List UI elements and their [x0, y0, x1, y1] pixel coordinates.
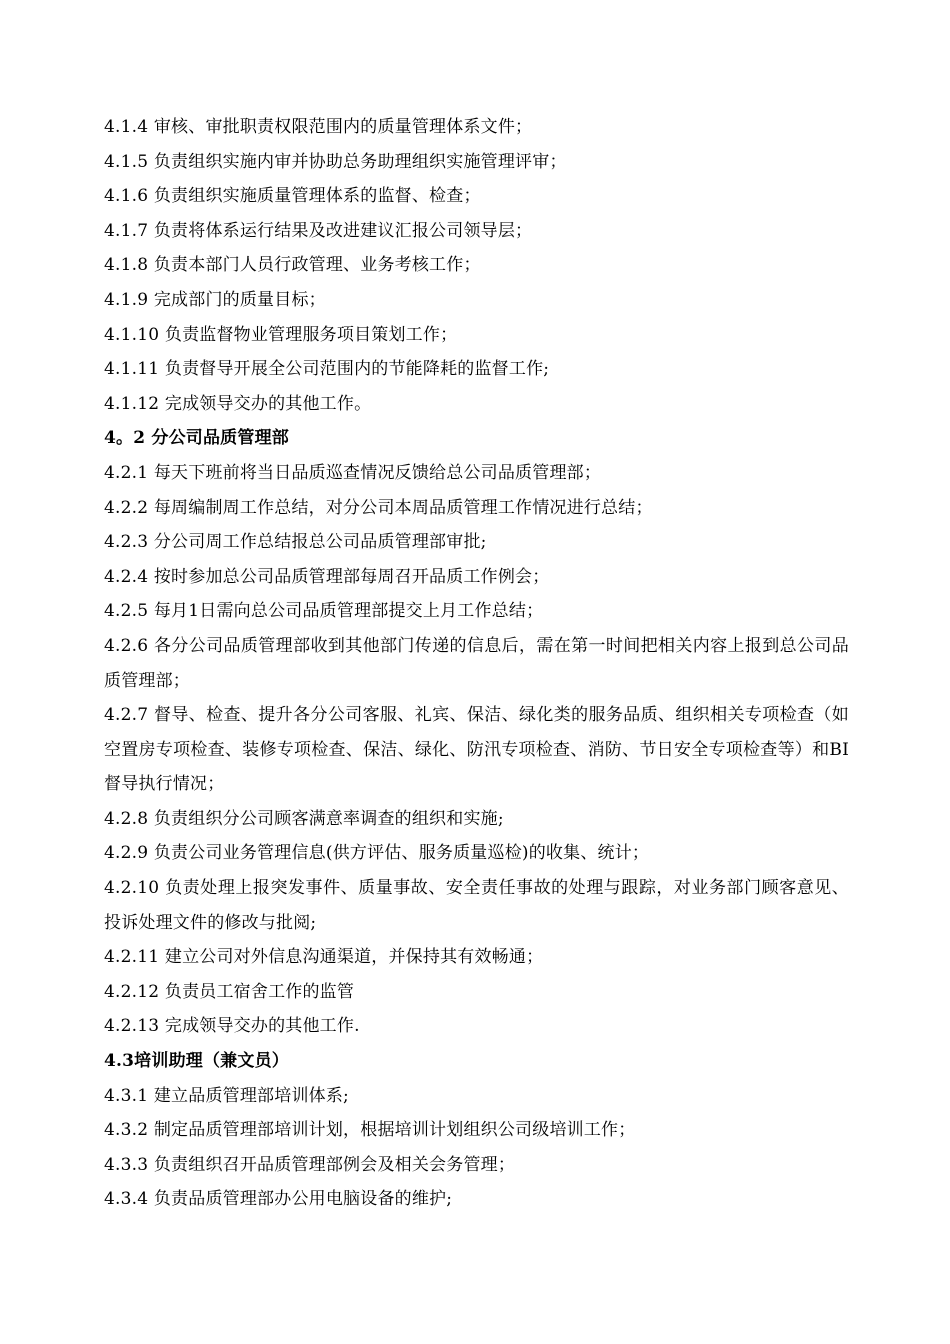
list-item: 4.3.2 制定品质管理部培训计划，根据培训计划组织公司级培训工作； [104, 1120, 636, 1141]
list-item: 4.2.1 每天下班前将当日品质巡查情况反馈给总公司品质管理部； [104, 462, 602, 483]
list-item: 4.2.13 完成领导交办的其他工作. [104, 1016, 360, 1037]
list-item: 4.1.5 负责组织实施内审并协助总务助理组织实施管理评审； [104, 151, 567, 172]
list-item: 4.1.4 审核、审批职责权限范围内的质量管理体系文件； [104, 117, 533, 137]
list-item: 4.2.12 负责员工宿舍工作的监管 [104, 981, 355, 1002]
list-item: 4.1.6 负责组织实施质量管理体系的监督、检查； [104, 186, 481, 207]
document-body [104, 110, 849, 1217]
list-item: 4.2.10 负责处理上报突发事件、质量事故、安全责任事故的处理与跟踪，对业务部门顾客意见、投诉处理文件的修改与批阅; [104, 878, 849, 933]
list-item: 4.2.8 负责组织分公司顾客满意率调查的组织和实施; [104, 808, 504, 829]
section-heading: 4。2 分公司品质管理部 [104, 428, 289, 449]
list-item: 4.1.10 负责监督物业管理服务项目策划工作； [104, 324, 458, 345]
list-item: 4.1.8 负责本部门人员行政管理、业务考核工作； [104, 255, 481, 276]
list-item: 4.2.7 督导、检查、提升各分公司客服、礼宾、保洁、绿化类的服务品质、组织相关专项检查（如空置房专项检查、装修专项检查、保洁、绿化、防汛专项检查、消防、节日安全专项检查等）和BI督导执行情况； [104, 705, 849, 795]
list-item: 4.2.2 每周编制周工作总结，对分公司本周品质管理工作情况进行总结； [104, 497, 653, 518]
list-item: 4.1.11 负责督导开展全公司范围内的节能降耗的监督工作; [104, 359, 550, 380]
section-heading: 4.3培训助理（兼文员） [104, 1051, 289, 1072]
list-item: 4.3.3 负责组织召开品质管理部例会及相关会务管理； [104, 1154, 516, 1175]
list-item: 4.2.3 分公司周工作总结报总公司品质管理部审批; [104, 532, 487, 553]
list-item: 4.1.9 完成部门的质量目标； [104, 289, 326, 310]
list-item: 4.3.1 建立品质管理部培训体系; [104, 1085, 349, 1106]
list-item: 4.2.6 各分公司品质管理部收到其他部门传递的信息后，需在第一时间把相关内容上报到总公司品质管理部； [104, 635, 849, 691]
list-item: 4.2.4 按时参加总公司品质管理部每周召开品质工作例会； [104, 566, 550, 587]
list-item: 4.1.12 完成领导交办的其他工作。 [104, 393, 372, 414]
list-item: 4.2.9 负责公司业务管理信息(供方评估、服务质量巡检)的收集、统计； [104, 843, 650, 864]
list-item: 4.1.7 负责将体系运行结果及改进建议汇报公司领导层； [104, 220, 533, 241]
list-item: 4.2.5 每月1日需向总公司品质管理部提交上月工作总结； [104, 601, 544, 622]
list-item: 4.3.4 负责品质管理部办公用电脑设备的维护; [104, 1189, 453, 1210]
list-item: 4.2.11 建立公司对外信息沟通渠道，并保持其有效畅通； [104, 947, 544, 968]
